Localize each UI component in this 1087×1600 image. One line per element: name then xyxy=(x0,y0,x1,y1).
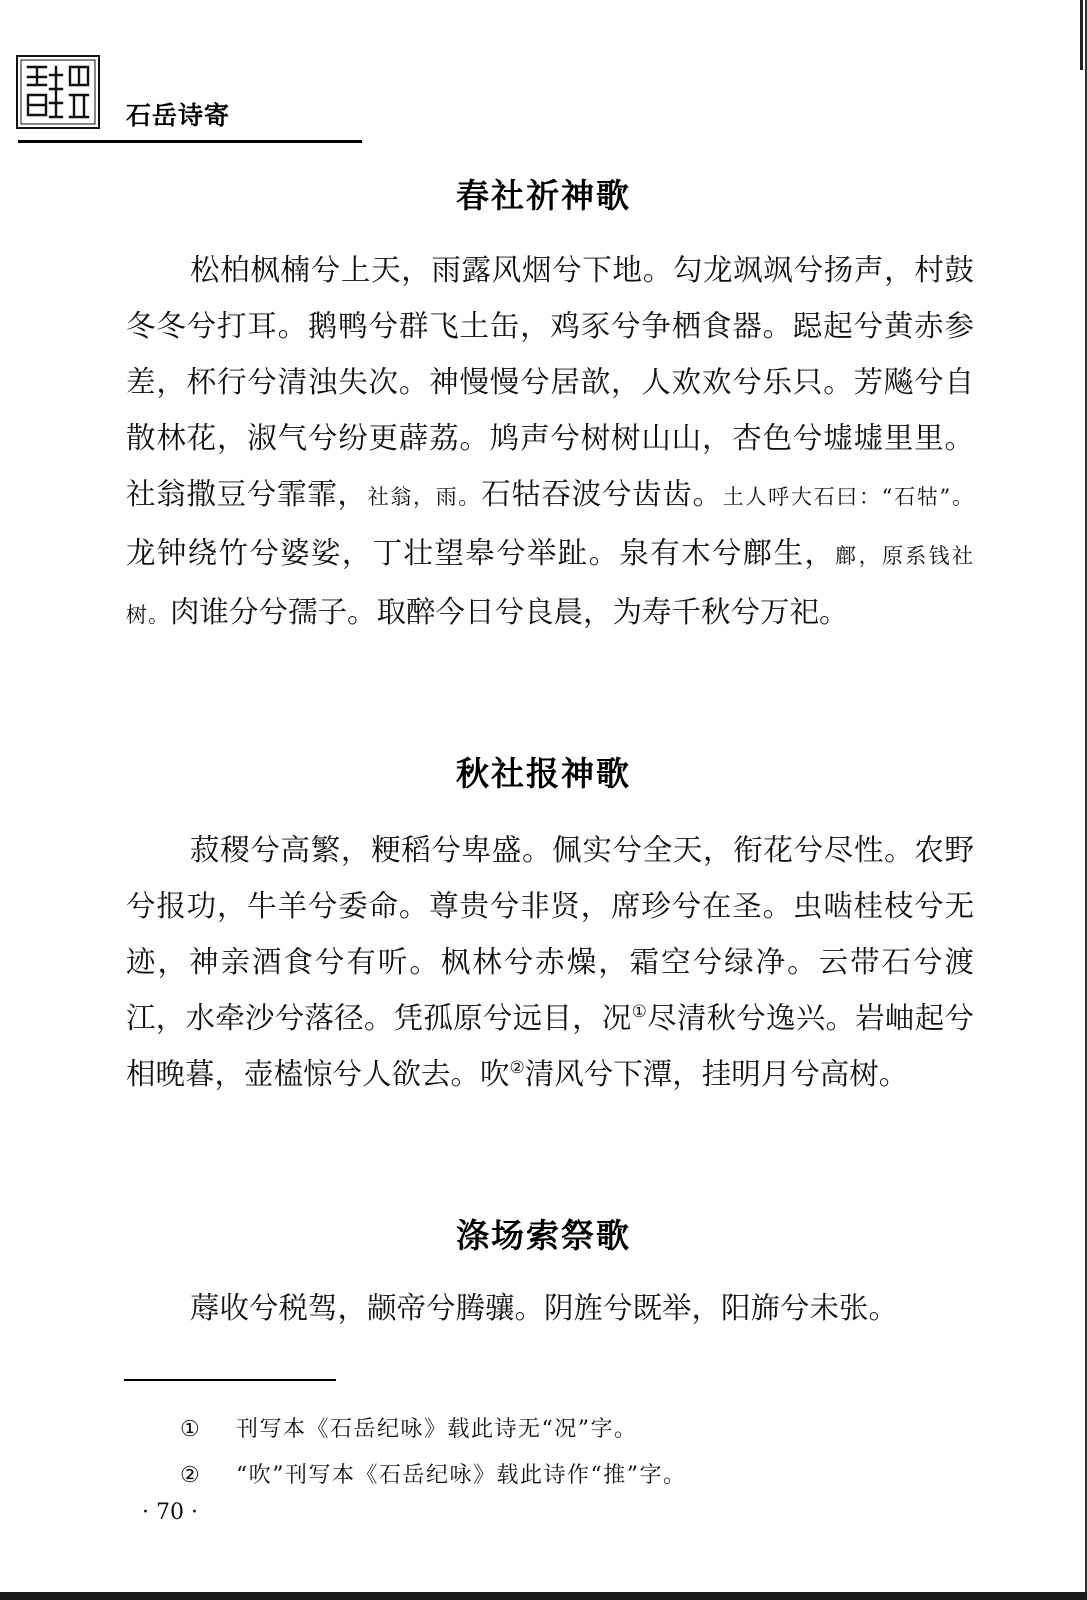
inline-note: 社翁，雨。 xyxy=(367,485,482,509)
poem-title: 涤场索祭歌 xyxy=(456,1216,631,1255)
poem-text: 龙钟绕竹兮婆娑，丁壮望皋兮举趾。泉有木兮鄜生， xyxy=(126,536,836,570)
footnote-text: “吹”刊写本《石岳纪咏》载此诗作“推”字。 xyxy=(236,1463,687,1488)
poem-text: 松柏枫楠兮上天，雨露风烟兮下地。勾龙飒飒兮扬声，村鼓冬冬兮打耳。鹅鸭兮群飞土缶，鸡豕兮争栖食器。跽起兮黄赤参差，杯行兮清浊失次。神慢慢兮居歆，人欢欢兮乐只。芳飚兮自散林花，淑气兮纷更薜荔。鸠声兮树树山山，杏色兮墟墟里里。社翁撒豆兮霏霏， xyxy=(126,253,974,511)
poem-text: 蓐收兮税驾，颛帝兮腾骧。阴旌兮既举，阳旆兮未张。 xyxy=(190,1291,899,1325)
header-rule xyxy=(18,140,362,143)
footnote-mark: ① xyxy=(180,1417,202,1442)
scan-edge-mark xyxy=(1080,0,1083,70)
poem-text: 石牯吞波兮齿齿。 xyxy=(481,477,723,511)
poem-text: 清风兮下潭，挂明月兮高树。 xyxy=(524,1057,909,1091)
poem-body xyxy=(126,242,974,643)
footnote-ref: ② xyxy=(509,1058,525,1078)
poem-text: 尽清秋兮逸兴。岩岫起兮相晚暮，壶榼惊兮人欲去。吹 xyxy=(126,1001,974,1091)
poem-title: 秋社报神歌 xyxy=(456,754,631,793)
poem-body xyxy=(126,1280,974,1336)
footnote-rule xyxy=(124,1379,336,1381)
footnote-text: 刊写本《石岳纪咏》载此诗无“况”字。 xyxy=(236,1417,638,1442)
inline-note: 土人呼大石曰：“石牯”。 xyxy=(722,485,974,509)
poem-text: 肉谁分兮孺子。取醉今日兮良晨，为寿千秋兮万祀。 xyxy=(170,595,849,629)
book-title: 石岳诗寄 xyxy=(126,101,231,130)
page-number: · 70 · xyxy=(142,1500,198,1525)
footnote xyxy=(180,1412,638,1443)
footnote-mark: ② xyxy=(180,1463,202,1488)
poem-text: 菽稷兮高繁，粳稻兮卑盛。佩实兮全天，衔花兮尽性。农野兮报功，牛羊兮委命。尊贵兮非贤，席珍兮在圣。虫啮桂枝兮无迹，神亲酒食兮有听。枫林兮赤燥，霜空兮绿净。云带石兮渡江，水牵沙兮落径。凭孤原兮远目，况 xyxy=(126,833,974,1035)
footnote-ref: ① xyxy=(631,1002,648,1022)
poem-body xyxy=(126,822,974,1102)
seal-stamp-icon xyxy=(16,55,100,129)
inline-note: 鄜，原系钱社树。 xyxy=(126,544,974,627)
footnote xyxy=(180,1458,687,1489)
scan-bottom-edge xyxy=(0,1592,1087,1600)
poem-title: 春社祈神歌 xyxy=(456,176,631,215)
